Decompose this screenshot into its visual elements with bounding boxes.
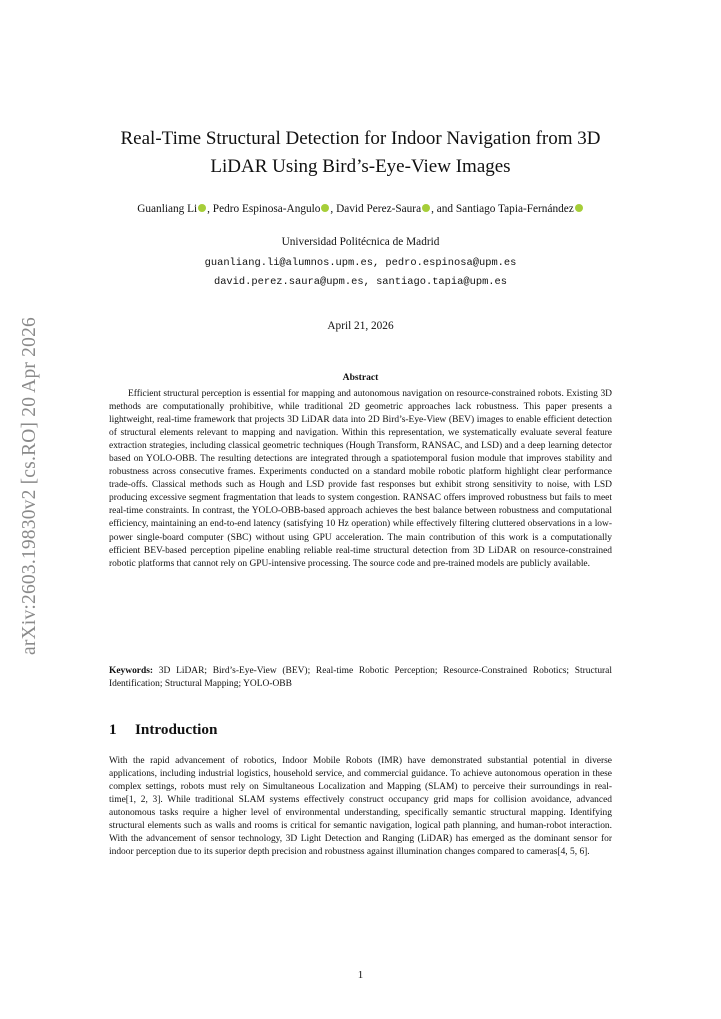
section-number: 1 [109, 721, 117, 738]
paper-title [80, 125, 641, 181]
orcid-icon[interactable] [321, 204, 329, 212]
publication-date: April 21, 2026 [327, 320, 394, 332]
author-name: Guanliang Li [137, 203, 198, 215]
section-heading-introduction [109, 721, 217, 739]
abstract-heading: Abstract [342, 372, 379, 383]
abstract-body: Efficient structural perception is essential for mapping and autonomous navigation on resource-constrained robots. Existing 3D methods are computationally prohibitive, while traditional 2D geometric approaches lack robustness. This paper presents a lightweight, real-time framework that projects 3D LiDAR data into 2D Bird’s-Eye-View (BEV) images to enable efficient detection of structural elements relevant to mapping and navigation. Within this representation, we systematically evaluate several feature extraction strategies, including classical geometric techniques (Hough Transform, RANSAC, and LSD) and a deep learning detector based on YOLO-OBB. The resulting detections are integrated through a spatiotemporal fusion module that improves stability and robustness across consecutive frames. Experiments conducted on a standard mobile robotic platform highlight clear performance trade-offs. Classical methods such as Hough and LSD provide fast responses but exhibit strong sensitivity to noise, with LSD producing excessive segment fragmentation that leads to system congestion. RANSAC offers improved robustness but fails to meet real-time constraints. In contrast, the YOLO-OBB-based approach achieves the best balance between robustness and computational efficiency, maintaining an end-to-end latency (satisfying 10 Hz operation) while effectively filtering cluttered observations in a low-power single-board computer (SBC) without using GPU acceleration. The main contribution of this work is a computationally efficient BEV-based perception pipeline enabling reliable real-time structural detection from 3D LiDAR on resource-constrained robotic platforms that cannot rely on GPU-intensive processing. The source code and pre-trained models are publicly available. [109, 389, 612, 569]
orcid-icon[interactable] [198, 204, 206, 212]
orcid-icon[interactable] [422, 204, 430, 212]
author-name: David Perez-Saura [336, 203, 422, 215]
author-list [60, 203, 661, 215]
page-number: 1 [357, 969, 364, 981]
orcid-icon[interactable] [575, 204, 583, 212]
affiliation: Universidad Politécnica de Madrid [281, 236, 440, 248]
title-line-2: LiDAR Using Bird’s-Eye-View Images [210, 156, 511, 177]
email-line-2: david.perez.saura@upm.es, santiago.tapia@upm.es [213, 276, 508, 288]
section-title: Introduction [135, 721, 218, 738]
arxiv-identifier [10, 296, 50, 676]
arxiv-identifier-text: arXiv:2603.19830v2 [cs.RO] 20 Apr 2026 [19, 317, 40, 655]
author-separator: , [207, 203, 213, 215]
keywords-label: Keywords: [109, 666, 154, 676]
keywords-text: 3D LiDAR; Bird’s-Eye-View (BEV); Real-time Robotic Perception; Resource-Constrained Robotics; Structural Identification; Structural Mapping; YOLO-OBB [109, 666, 612, 690]
title-line-1: Real-Time Structural Detection for Indoor Navigation from 3D [120, 128, 601, 149]
email-line-1: guanliang.li@alumnos.upm.es, pedro.espinosa@upm.es [204, 257, 517, 269]
introduction-paragraph: With the rapid advancement of robotics, Indoor Mobile Robots (IMR) have demonstrated substantial potential in diverse applications, including industrial logistics, household service, and commercial guidance. To achieve autonomous operation in these complex settings, robots must rely on Simultaneous Localization and Mapping (SLAM) to perceive their surroundings in real-time[1, 2, 3]. While traditional SLAM systems effectively construct occupancy grid maps for collision avoidance, advanced autonomous tasks require a higher level of environmental understanding, specifically semantic structural mapping. Identifying structural elements such as walls and rooms is critical for semantic navigation, logical path planning, and human-robot interaction. With the advancement of sensor technology, 3D Light Detection and Ranging (LiDAR) has emerged as the dominant sensor for indoor perception due to its superior depth precision and robustness against illumination changes compared to cameras[4, 5, 6]. [109, 756, 612, 858]
author-name: Santiago Tapia-Fernández [455, 203, 574, 215]
author-separator: , and [431, 203, 456, 215]
keywords [109, 665, 612, 691]
author-name: Pedro Espinosa-Angulo [212, 203, 321, 215]
author-separator: , [330, 203, 337, 215]
